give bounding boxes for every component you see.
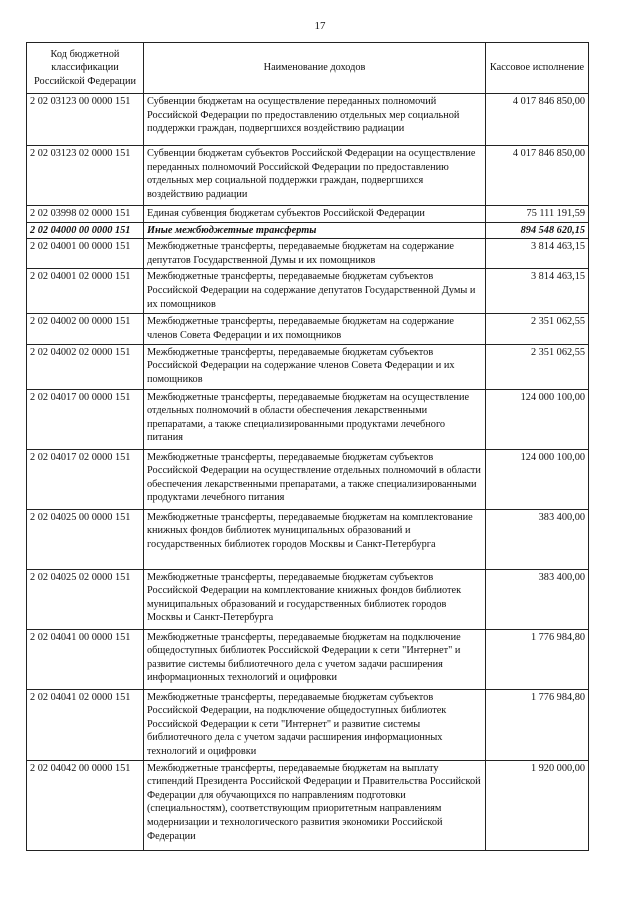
- row-code: 2 02 04041 02 0000 151: [27, 689, 144, 760]
- table-row: [27, 146, 589, 206]
- row-amount: 2 351 062,55: [486, 314, 589, 344]
- table-row: [27, 449, 589, 509]
- row-amount: 2 351 062,55: [486, 344, 589, 389]
- table-row: [27, 389, 589, 449]
- table-row: [27, 94, 589, 146]
- row-amount: 1 920 000,00: [486, 760, 589, 850]
- row-code: 2 02 03123 02 0000 151: [27, 146, 144, 206]
- table-row: [27, 344, 589, 389]
- row-name: Межбюджетные трансферты, передаваемые бюджетам субъектов Российской Федерации на содержание членов Совета Федерации и их помощников: [144, 344, 486, 389]
- row-amount: 75 111 191,59: [486, 206, 589, 223]
- table-row: [27, 689, 589, 760]
- table-row: [27, 206, 589, 223]
- page-number: 17: [314, 20, 326, 32]
- row-name: Межбюджетные трансферты, передаваемые бюджетам субъектов Российской Федерации на комплектование книжных фондов библиотек муниципальных образований и государственных библиотек городов Москвы и Санкт-Петербурга: [144, 569, 486, 629]
- row-name: Межбюджетные трансферты, передаваемые бюджетам на подключение общедоступных библиотек Российской Федерации к сети "Интернет" и развитие системы библиотечного дела с учетом задачи расширения информационных технологий и оцифровки: [144, 629, 486, 689]
- row-amount: 4 017 846 850,00: [486, 146, 589, 206]
- row-code: 2 02 03998 02 0000 151: [27, 206, 144, 223]
- table-header-row: [27, 43, 589, 94]
- table-row: [27, 269, 589, 314]
- row-name: Субвенции бюджетам субъектов Российской Федерации на осуществление переданных полномочий Российской Федерации по предоставлению отдельных мер социальной поддержки граждан, подвергшихся воздействию радиации: [144, 146, 486, 206]
- row-code: 2 02 04000 00 0000 151: [27, 222, 144, 239]
- row-name: Субвенции бюджетам на осуществление переданных полномочий Российской Федерации по предоставлению отдельных мер социальной поддержки граждан, подвергшихся воздействию радиации: [144, 94, 486, 146]
- row-name: Единая субвенция бюджетам субъектов Российской Федерации: [144, 206, 486, 223]
- row-name: Межбюджетные трансферты, передаваемые бюджетам на содержание депутатов Государственной Думы и их помощников: [144, 239, 486, 269]
- row-name: Межбюджетные трансферты, передаваемые бюджетам на содержание членов Совета Федерации и их помощников: [144, 314, 486, 344]
- row-code: 2 02 04017 00 0000 151: [27, 389, 144, 449]
- row-amount: 383 400,00: [486, 569, 589, 629]
- row-code: 2 02 03123 00 0000 151: [27, 94, 144, 146]
- row-amount: 383 400,00: [486, 509, 589, 569]
- row-name: Межбюджетные трансферты, передаваемые бюджетам на комплектование книжных фондов библиотек муниципальных образований и государственных библиотек городов Москвы и Санкт-Петербурга: [144, 509, 486, 569]
- row-name: Межбюджетные трансферты, передаваемые бюджетам субъектов Российской Федерации, на подключение общедоступных библиотек Российской Федерации к сети "Интернет" и развитие системы библиотечного дела с учетом задачи расширения информационных технологий и оцифровки: [144, 689, 486, 760]
- row-code: 2 02 04042 00 0000 151: [27, 760, 144, 850]
- table-row: [27, 629, 589, 689]
- row-code: 2 02 04025 00 0000 151: [27, 509, 144, 569]
- row-code: 2 02 04002 02 0000 151: [27, 344, 144, 389]
- row-amount: 3 814 463,15: [486, 269, 589, 314]
- table-row: [27, 314, 589, 344]
- row-code: 2 02 04001 02 0000 151: [27, 269, 144, 314]
- row-code: 2 02 04002 00 0000 151: [27, 314, 144, 344]
- row-amount: 124 000 100,00: [486, 449, 589, 509]
- row-name: Межбюджетные трансферты, передаваемые бюджетам на выплату стипендий Президента Российской Федерации и Правительства Российской Федерации для обучающихся по направлениям подготовки (специальностям), соответствующим приоритетным направлениям модернизации и технологического развития экономики Российской Федерации: [144, 760, 486, 850]
- row-amount: 3 814 463,15: [486, 239, 589, 269]
- row-name: Межбюджетные трансферты, передаваемые бюджетам на осуществление отдельных полномочий в области обеспечения лекарственными препаратами, а также специализированными продуктами лечебного питания: [144, 389, 486, 449]
- row-amount: 1 776 984,80: [486, 689, 589, 760]
- row-code: 2 02 04041 00 0000 151: [27, 629, 144, 689]
- row-amount: 124 000 100,00: [486, 389, 589, 449]
- row-code: 2 02 04001 00 0000 151: [27, 239, 144, 269]
- row-amount: 894 548 620,15: [486, 222, 589, 239]
- row-name: Иные межбюджетные трансферты: [144, 222, 486, 239]
- header-code: Код бюджетной классификации Российской Федерации: [27, 43, 144, 94]
- table-body: [27, 94, 589, 851]
- row-amount: 4 017 846 850,00: [486, 94, 589, 146]
- row-code: 2 02 04017 02 0000 151: [27, 449, 144, 509]
- row-code: 2 02 04025 02 0000 151: [27, 569, 144, 629]
- header-amount: Кассовое исполнение: [486, 43, 589, 94]
- table-row: [27, 239, 589, 269]
- table-row: [27, 760, 589, 850]
- row-amount: 1 776 984,80: [486, 629, 589, 689]
- header-name: Наименование доходов: [144, 43, 486, 94]
- table-row: [27, 509, 589, 569]
- table-row: [27, 222, 589, 239]
- row-name: Межбюджетные трансферты, передаваемые бюджетам субъектов Российской Федерации на осуществление отдельных полномочий в области обеспечения лекарственными препаратами, а также специализированными продуктами лечебного питания: [144, 449, 486, 509]
- revenue-table: [26, 42, 589, 851]
- table-row: [27, 569, 589, 629]
- row-name: Межбюджетные трансферты, передаваемые бюджетам субъектов Российской Федерации на содержание депутатов Государственной Думы и их помощников: [144, 269, 486, 314]
